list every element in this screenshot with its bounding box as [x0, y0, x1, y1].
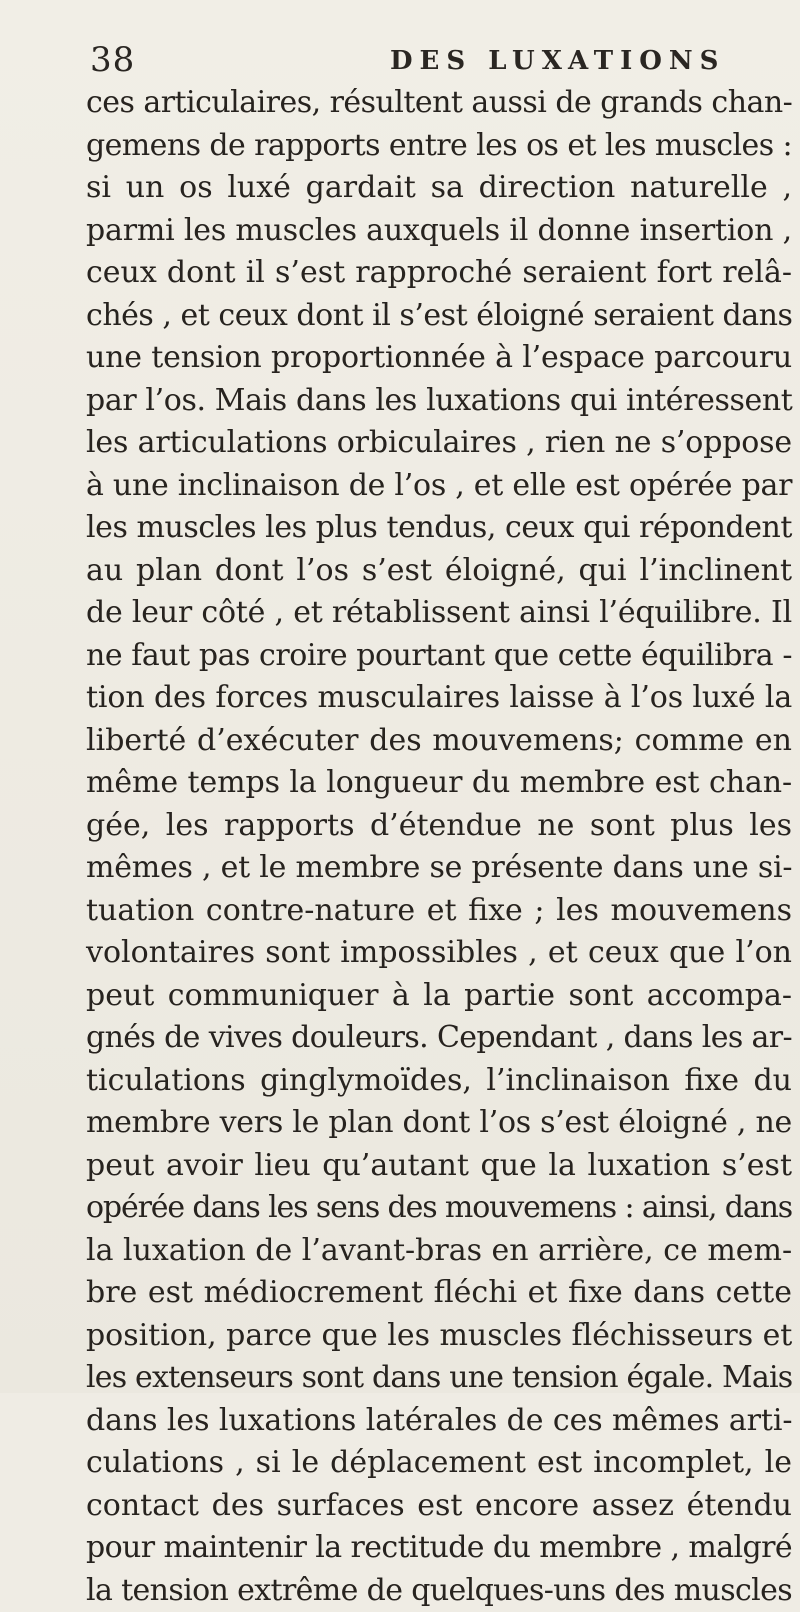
text-line: les articulations orbiculaires , rien ne s’oppose [86, 422, 792, 465]
body-text [86, 82, 792, 1612]
text-line: gnés de vives douleurs. Cependant , dans les ar- [86, 1017, 792, 1060]
text-line: peut communiquer à la partie sont accompa- [86, 975, 792, 1018]
text-line: si un os luxé gardait sa direction naturelle , [86, 167, 792, 210]
text-line: les muscles les plus tendus, ceux qui répondent [86, 507, 792, 550]
text-line: la tension extrême de quelques-uns des muscles [86, 1570, 792, 1612]
text-line: membre vers le plan dont l’os s’est éloigné , ne [86, 1102, 792, 1145]
text-line: ticulations ginglymoïdes, l’inclinaison fixe du [86, 1060, 792, 1103]
text-line: même temps la longueur du membre est chan- [86, 762, 792, 805]
text-line: de leur côté , et rétablissent ainsi l’équilibre. Il [86, 592, 792, 635]
text-line: opérée dans les sens des mouvemens : ainsi, dans [86, 1187, 792, 1230]
text-line: au plan dont l’os s’est éloigné, qui l’inclinent [86, 550, 792, 593]
text-line: dans les luxations latérales de ces mêmes arti- [86, 1400, 792, 1443]
text-line: liberté d’exécuter des mouvemens; comme en [86, 720, 792, 763]
text-line: une tension proportionnée à l’espace parcouru [86, 337, 792, 380]
text-line: à une inclinaison de l’os , et elle est opérée par [86, 465, 792, 508]
text-line: la luxation de l’avant-bras en arrière, ce mem- [86, 1230, 792, 1273]
text-line: gemens de rapports entre les os et les muscles : [86, 125, 792, 168]
text-line: ne faut pas croire pourtant que cette équilibra - [86, 635, 792, 678]
text-line: culations , si le déplacement est incomplet, le [86, 1442, 792, 1485]
text-line: mêmes , et le membre se présente dans une si- [86, 847, 792, 890]
text-line: ces articulaires, résultent aussi de grands chan- [86, 82, 792, 125]
text-line: chés , et ceux dont il s’est éloigné seraient dans [86, 295, 792, 338]
text-line: peut avoir lieu qu’autant que la luxation s’est [86, 1145, 792, 1188]
page-number: 38 [90, 40, 135, 80]
text-line: tuation contre-nature et fixe ; les mouvemens [86, 890, 792, 933]
text-line: tion des forces musculaires laisse à l’os luxé la [86, 677, 792, 720]
text-line: les extenseurs sont dans une tension égale. Mais [86, 1357, 792, 1400]
text-line: volontaires sont impossibles , et ceux que l’on [86, 932, 792, 975]
running-head: DES LUXATIONS [390, 46, 725, 76]
text-line: ceux dont il s’est rapproché seraient fort relâ- [86, 252, 792, 295]
text-line: bre est médiocrement fléchi et fixe dans cette [86, 1272, 792, 1315]
text-line: pour maintenir la rectitude du membre , malgré [86, 1527, 792, 1570]
text-line: par l’os. Mais dans les luxations qui intéressent [86, 380, 792, 423]
page-header [90, 30, 780, 80]
text-line: position, parce que les muscles fléchisseurs et [86, 1315, 792, 1358]
text-line: gée, les rapports d’étendue ne sont plus les [86, 805, 792, 848]
text-line: contact des surfaces est encore assez étendu [86, 1485, 792, 1528]
text-line: parmi les muscles auxquels il donne insertion , [86, 210, 792, 253]
